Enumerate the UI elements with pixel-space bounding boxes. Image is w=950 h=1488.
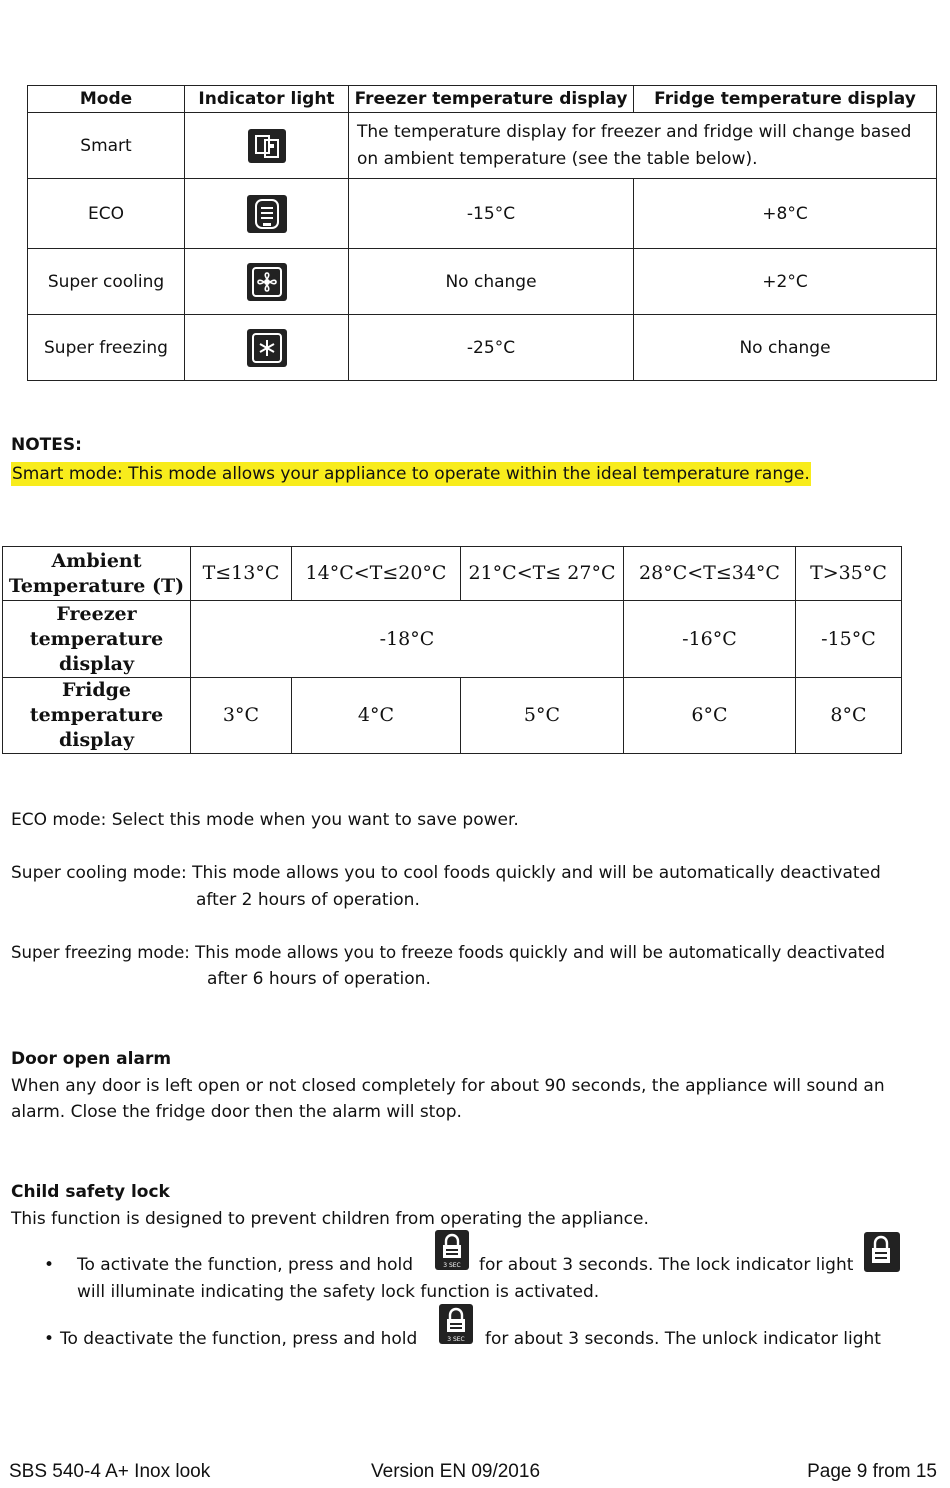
- freezer-value: -15°C: [796, 601, 902, 678]
- lock-indicator-icon: [864, 1232, 900, 1272]
- deactivate-text-a: To deactivate the function, press and hold: [60, 1329, 418, 1349]
- fridge-value: 3°C: [191, 678, 292, 754]
- column-header: Indicator light: [185, 86, 349, 113]
- range-cell: 14°C<T≤20°C: [292, 547, 461, 601]
- activate-text-b: for about 3 seconds. The lock indicator light: [479, 1255, 854, 1275]
- range-cell: 28°C<T≤34°C: [624, 547, 796, 601]
- eco-mode-icon: [247, 195, 287, 233]
- freezer-value: -15°C: [349, 179, 634, 249]
- footer-version: Version EN 09/2016: [371, 1461, 541, 1482]
- row-header: Fridge temperature display: [3, 678, 191, 754]
- table-row: [28, 179, 937, 249]
- footer-page-number: Page 9 from 15: [807, 1461, 937, 1482]
- door-alarm-line2: alarm. Close the fridge door then the alarm will stop.: [11, 1102, 462, 1122]
- mode-name: Super cooling: [28, 249, 185, 315]
- deactivate-text-b: for about 3 seconds. The unlock indicator light: [485, 1329, 881, 1349]
- footer-model: SBS 540-4 A+ Inox look: [9, 1461, 211, 1482]
- smart-mode-note: Smart mode: This mode allows your appliance to operate within the ideal temperature range.: [12, 464, 810, 484]
- range-cell: T≤13°C: [191, 547, 292, 601]
- fridge-value: 4°C: [292, 678, 461, 754]
- activate-text-a: To activate the function, press and hold: [77, 1255, 414, 1275]
- fridge-value: 5°C: [461, 678, 624, 754]
- fridge-value: 8°C: [796, 678, 902, 754]
- super-freezing-line2: after 6 hours of operation.: [207, 969, 431, 989]
- super-freezing-icon: [247, 329, 287, 367]
- super-cooling-line2: after 2 hours of operation.: [196, 890, 420, 910]
- fridge-value: 6°C: [624, 678, 796, 754]
- table-row: [28, 249, 937, 315]
- freezer-value: -25°C: [349, 315, 634, 381]
- table-row: [3, 601, 902, 678]
- mode-name: Smart: [28, 113, 185, 179]
- range-cell: 21°C<T≤ 27°C: [461, 547, 624, 601]
- fridge-value: +8°C: [634, 179, 937, 249]
- column-header: Freezer temperature display: [349, 86, 634, 113]
- lock-button-icon: [435, 1230, 469, 1270]
- smart-mode-icon: [248, 129, 286, 163]
- mode-name: ECO: [28, 179, 185, 249]
- range-cell: T>35°C: [796, 547, 902, 601]
- freezer-value: No change: [349, 249, 634, 315]
- row-header: Ambient Temperature (T): [3, 547, 191, 601]
- table-row: [28, 113, 937, 179]
- fridge-value: +2°C: [634, 249, 937, 315]
- bullet-dot: •: [44, 1255, 55, 1275]
- child-lock-heading: Child safety lock: [11, 1182, 170, 1202]
- super-cooling-line1: Super cooling mode: This mode allows you to cool foods quickly and will be automatically deactivated: [11, 863, 881, 883]
- super-freezing-line1: Super freezing mode: This mode allows you to freeze foods quickly and will be automatically deactivated: [11, 943, 886, 962]
- column-header: Mode: [28, 86, 185, 113]
- ambient-temperature-table: [2, 546, 902, 754]
- door-alarm-heading: Door open alarm: [11, 1049, 172, 1069]
- activate-text-c: will illuminate indicating the safety lock function is activated.: [77, 1282, 600, 1302]
- freezer-value: -18°C: [191, 601, 624, 678]
- freezer-value: -16°C: [624, 601, 796, 678]
- super-cooling-icon: [247, 263, 287, 301]
- svg-text:3 SEC: 3 SEC: [447, 1336, 465, 1343]
- table-row: [3, 678, 902, 754]
- mode-name: Super freezing: [28, 315, 185, 381]
- bullet-dot: •: [44, 1329, 55, 1349]
- door-alarm-line1: When any door is left open or not closed completely for about 90 seconds, the appliance will sound an: [11, 1076, 885, 1096]
- fridge-value: No change: [634, 315, 937, 381]
- notes-heading: NOTES:: [11, 435, 82, 455]
- table-row: [28, 315, 937, 381]
- mode-table: [27, 85, 937, 381]
- column-header: Fridge temperature display: [634, 86, 937, 113]
- lock-button-icon: [439, 1304, 473, 1344]
- svg-text:3 SEC: 3 SEC: [443, 1262, 461, 1269]
- child-lock-intro: This function is designed to prevent children from operating the appliance.: [11, 1209, 649, 1229]
- mode-table-header: [28, 86, 937, 113]
- eco-mode-text: ECO mode: Select this mode when you want to save power.: [11, 810, 519, 830]
- smart-mode-description: The temperature display for freezer and fridge will change based on ambient temperature (see the table below).: [349, 113, 937, 179]
- row-header: Freezer temperature display: [3, 601, 191, 678]
- table-row: [3, 547, 902, 601]
